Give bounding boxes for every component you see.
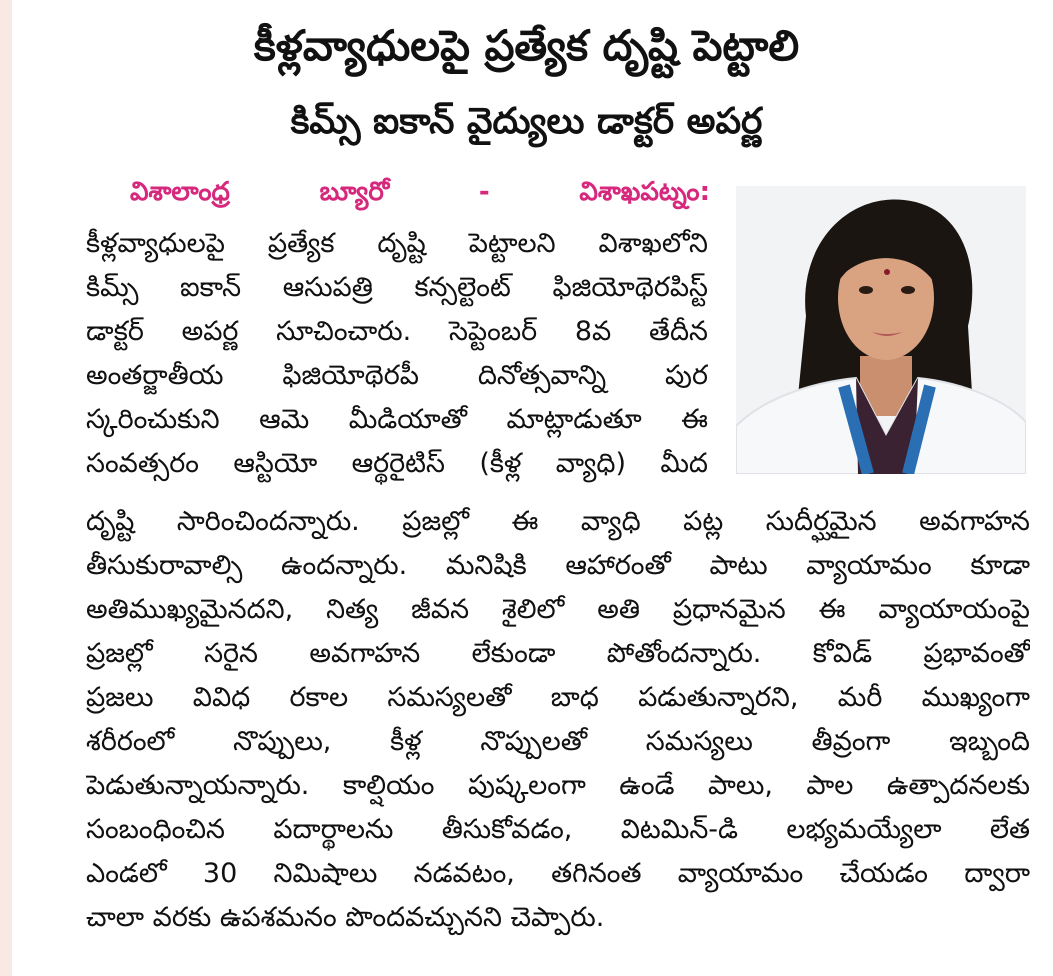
doctor-portrait-illustration bbox=[736, 186, 1026, 474]
body-line-3: డాక్టర్ అపర్ణ సూచించారు. సెప్టెంబర్ 8వ తేదీన bbox=[86, 316, 708, 347]
dateline-dash: - bbox=[478, 177, 490, 207]
body-line-1: కీళ్లవ్యాధులపై ప్రత్యేక దృష్టి పెట్టాలని విశాఖలోని bbox=[86, 228, 708, 259]
doctor-portrait-photo bbox=[736, 186, 1026, 474]
body-line-4: అంతర్జాతీయ ఫిజియోథెరపీ దినోత్సవాన్ని పుర bbox=[86, 360, 708, 391]
body-line-15: ఎండలో 30 నిమిషాలు నడవటం, తగినంత వ్యాయామం చేయడం ద్వారా bbox=[86, 858, 1030, 889]
body-line-11: ప్రజలు వివిధ రకాల సమస్యలతో బాధ పడుతున్నారని, మరీ ముఖ్యంగా bbox=[86, 682, 1030, 713]
dateline-desk: బ్యూరో bbox=[319, 177, 390, 207]
body-line-13: పెడుతున్నాయన్నారు. కాల్షియం పుష్కలంగా ఉండే పాలు, పాల ఉత్పాదనలకు bbox=[86, 770, 1030, 801]
body-line-2: కిమ్స్ ఐకాన్ ఆసుపత్రి కన్సల్టెంట్ ఫిజియోథెరపిస్ట్ bbox=[86, 272, 708, 303]
body-line-6: సంవత్సరం ఆస్టియో ఆర్థరైటిస్ (కీళ్ల వ్యాధి) మీద bbox=[86, 448, 708, 479]
article-dateline bbox=[130, 172, 710, 212]
body-line-10: ప్రజల్లో సరైన అవగాహన లేకుండా పోతోందన్నారు. కోవిడ్ ప్రభావంతో bbox=[86, 638, 1030, 669]
article-subheadline: కిమ్స్ ఐకాన్ వైద్యులు డాక్టర్ అపర్ణ bbox=[290, 101, 763, 142]
body-line-14: సంబంధించిన పదార్థాలను తీసుకోవడం, విటమిన్-డి లభ్యమయ్యేలా లేత bbox=[86, 814, 1030, 845]
body-line-8: తీసుకురావాల్సి ఉందన్నారు. మనిషికి ఆహారంతో పాటు వ్యాయామం కూడా bbox=[86, 550, 1030, 581]
article-headline: కీళ్లవ్యాధులపై ప్రత్యేక దృష్టి పెట్టాలి bbox=[253, 21, 800, 70]
body-line-12: శరీరంలో నొప్పులు, కీళ్ల నొప్పులతో సమస్యలు తీవ్రంగా ఇబ్బంది bbox=[86, 726, 1030, 757]
body-line-16: చాలా వరకు ఉపశమనం పొందవచ్చునని చెప్పారు. bbox=[86, 902, 605, 933]
body-line-5: స్కరించుకుని ఆమె మీడియాతో మాట్లాడుతూ ఈ bbox=[86, 404, 708, 435]
dateline-city: విశాఖపట్నం: bbox=[579, 177, 710, 207]
dateline-source: విశాలాంధ్ర bbox=[130, 177, 230, 207]
body-line-7: దృష్టి సారించిందన్నారు. ప్రజల్లో ఈ వ్యాధి పట్ల సుదీర్ఘమైన అవగాహన bbox=[86, 506, 1030, 537]
body-line-9: అతిముఖ్యమైనదని, నిత్య జీవన శైలిలో అతి ప్రధానమైన ఈ వ్యాయాయంపై bbox=[86, 594, 1030, 625]
